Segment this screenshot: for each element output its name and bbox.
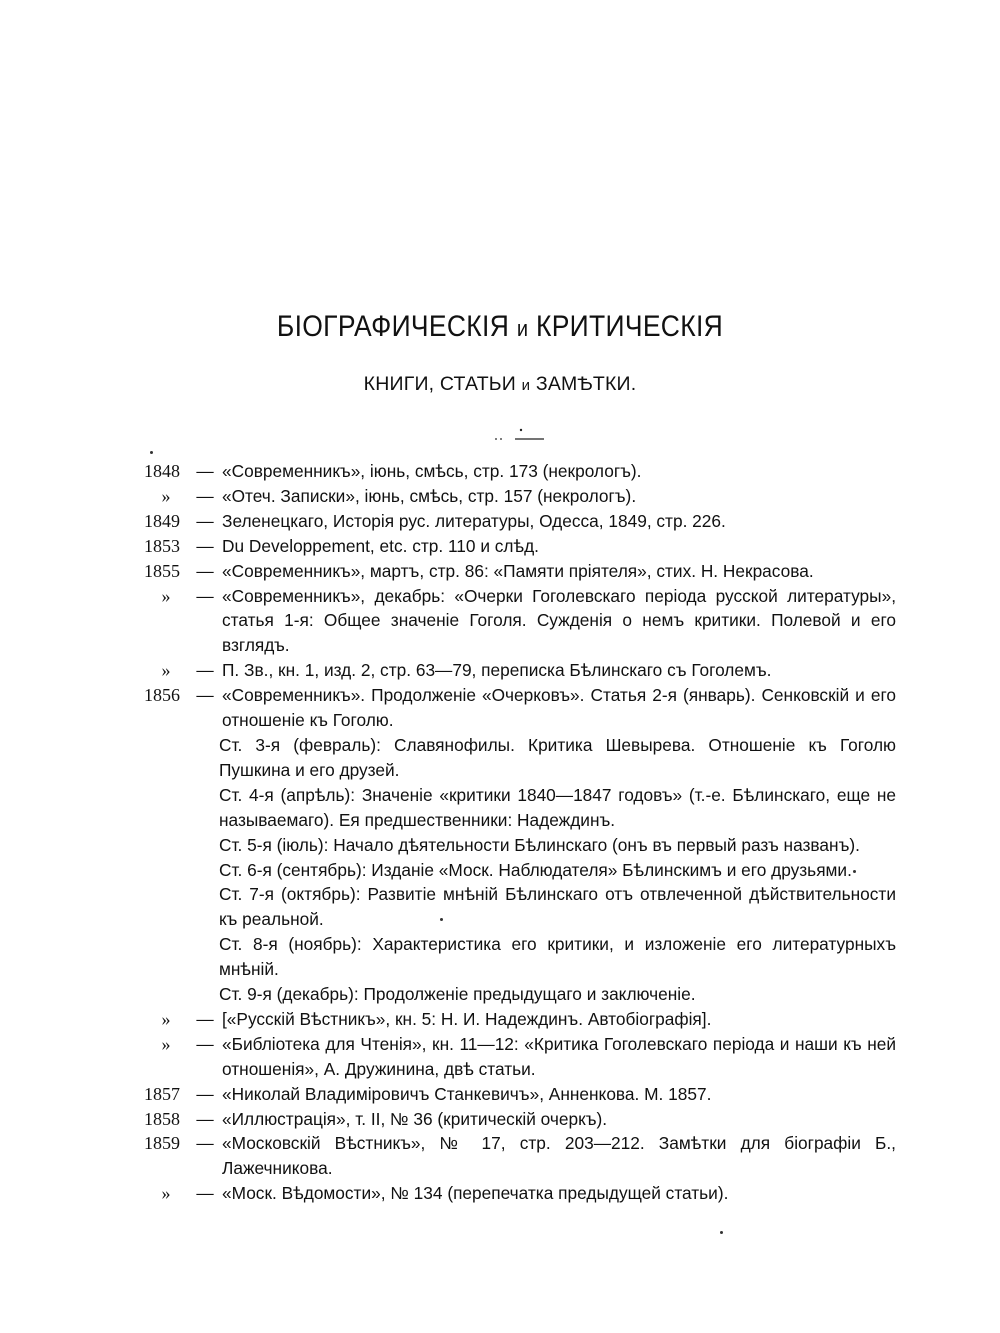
- article-note: Ст. 6-я (сентябрь): Изданіе «Моск. Наблюдателя» Бѣлинскимъ и его друзьями.: [219, 859, 852, 880]
- entry-text: «Современникъ», декабрь: «Очерки Гоголевскаго періода русской литературы», статья 1-я: Общее значеніе Гоголя. Сужденія о немъ критики. Полевой и его взглядъ.: [222, 585, 896, 656]
- entry-text: «Моск. Вѣдомости», № 134 (перепечатка предыдущей статьи).: [222, 1183, 729, 1204]
- entry-text: Зеленецкаго, Исторія рус. литературы, Одесса, 1849, стр. 226.: [222, 510, 726, 531]
- entry-year: 1858: [144, 1108, 180, 1129]
- list-item: [144, 534, 896, 559]
- article-note: Ст. 4-я (апрѣль): Значеніе «критики 1840—1847 годовъ» (т.-е. Бѣлинскаго, еще не называемаго). Ея предшественники: Надеждинъ.: [219, 784, 896, 830]
- list-item: [144, 1131, 896, 1181]
- list-item: [144, 658, 896, 683]
- entry-dash: —: [196, 1083, 214, 1104]
- list-item: [144, 683, 896, 733]
- ornamental-rule: [495, 428, 547, 440]
- list-item: [144, 1107, 896, 1132]
- entry-dash: —: [196, 485, 214, 506]
- article-note: Ст. 8-я (ноябрь): Характеристика его критики, и изложеніе его литературныхъ мнѣній.: [219, 934, 896, 980]
- entry-dash: —: [196, 585, 214, 606]
- list-item: [144, 1181, 896, 1206]
- page-title: [0, 309, 1000, 344]
- entry-text: «Современникъ», іюнь, смѣсь, стр. 173 (некрологъ).: [222, 461, 642, 481]
- list-item: [144, 559, 896, 584]
- print-speck: [440, 918, 443, 921]
- title-part-2: КРИТИЧЕСКІЯ: [535, 309, 724, 343]
- entry-year: 1849: [144, 510, 180, 531]
- entry-text: П. Зв., кн. 1, изд. 2, стр. 63—79, переписка Бѣлинскаго съ Гоголемъ.: [222, 660, 772, 681]
- article-note: Ст. 3-я (февраль): Славянофилы. Критика Шевырева. Отношеніе къ Гоголю Пушкина и его друзей.: [219, 734, 896, 780]
- entry-text: «Иллюстрація», т. II, № 36 (критическій очеркъ).: [222, 1108, 608, 1129]
- entry-dash: —: [196, 510, 214, 531]
- list-item: [144, 1007, 896, 1032]
- entry-text: «Библіотека для Чтенія», кн. 11—12: «Критика Гоголевскаго періода и наши къ ней отношенія», А. Дружинина, двѣ статьи.: [222, 1033, 896, 1079]
- print-speck: [150, 451, 153, 454]
- title-part-1: БІОГРАФИЧЕСКІЯ: [276, 309, 510, 343]
- entry-text: Du Developpement, etc. стр. 110 и слѣд.: [222, 535, 539, 556]
- subtitle-part-1: КНИГИ, СТАТЬИ: [363, 373, 517, 395]
- list-item: [144, 584, 896, 659]
- entry-text: «Отеч. Записки», іюнь, смѣсь, стр. 157 (некрологъ).: [222, 485, 637, 506]
- entry-dash: —: [196, 660, 214, 681]
- entry-year: 1859: [144, 1133, 180, 1154]
- entry-year-ditto: »: [161, 485, 171, 506]
- entry-text: «Современникъ», мартъ, стр. 86: «Памяти пріятеля», стих. Н. Некрасова.: [222, 560, 814, 581]
- entry-dash: —: [196, 461, 214, 481]
- subtitle-part-2: ЗАМѢТКИ.: [535, 373, 637, 395]
- title-conjunction: и: [516, 316, 529, 342]
- entry-text: «Николай Владиміровичъ Станкевичъ», Анненкова. М. 1857.: [222, 1083, 712, 1104]
- list-item: [144, 1082, 896, 1107]
- article-note: Ст. 7-я (октябрь): Развитіе мнѣній Бѣлинскаго отъ отвлеченной дѣйствительности къ реальной.: [219, 884, 896, 930]
- entry-dash: —: [196, 1108, 214, 1129]
- entry-year-ditto: »: [161, 1183, 171, 1204]
- entry-text: «Московскій Вѣстникъ», № 17, стр. 203—212. Замѣтки для біографіи Б., Лажечникова.: [222, 1133, 896, 1179]
- entry-dash: —: [196, 1033, 214, 1054]
- entry-dash: —: [196, 560, 214, 581]
- list-item: [144, 484, 896, 509]
- entry-year: 1855: [144, 560, 180, 581]
- entry-year: 1857: [144, 1083, 180, 1104]
- print-speck: [720, 1231, 723, 1234]
- entry-year-ditto: »: [161, 1008, 171, 1029]
- entry-year-ditto: »: [161, 660, 171, 681]
- subtitle-conjunction: и: [521, 377, 531, 394]
- entry-dash: —: [196, 1008, 214, 1029]
- list-item: [144, 509, 896, 534]
- entry-year: 1856: [144, 685, 180, 706]
- page-subtitle: [0, 373, 1000, 396]
- print-speck: [853, 870, 856, 873]
- entry-text: «Современникъ». Продолженіе «Очерковъ». Статья 2-я (январь). Сенковскій и его отношеніе къ Гоголю.: [222, 685, 896, 731]
- article-note: Ст. 9-я (декабрь): Продолженіе предыдущаго и заключеніе.: [219, 984, 696, 1005]
- entry-dash: —: [196, 685, 214, 706]
- list-item: [144, 1032, 896, 1082]
- article-note: Ст. 5-я (іюль): Начало дѣятельности Бѣлинскаго (онъ въ первый разъ названъ).: [219, 834, 860, 855]
- entry-year: 1853: [144, 535, 180, 556]
- entry-text: [«Русскій Вѣстникъ», кн. 5: Н. И. Надеждинъ. Автобіографія].: [222, 1008, 712, 1029]
- entry-dash: —: [196, 1183, 214, 1204]
- entry-dash: —: [196, 1133, 214, 1154]
- entry-dash: —: [196, 535, 214, 556]
- entry-year-ditto: »: [161, 585, 171, 606]
- list-item: [144, 459, 896, 484]
- bibliography-list: [144, 459, 896, 1206]
- entry-year: 1848: [144, 461, 180, 481]
- entry-year-ditto: »: [161, 1033, 171, 1054]
